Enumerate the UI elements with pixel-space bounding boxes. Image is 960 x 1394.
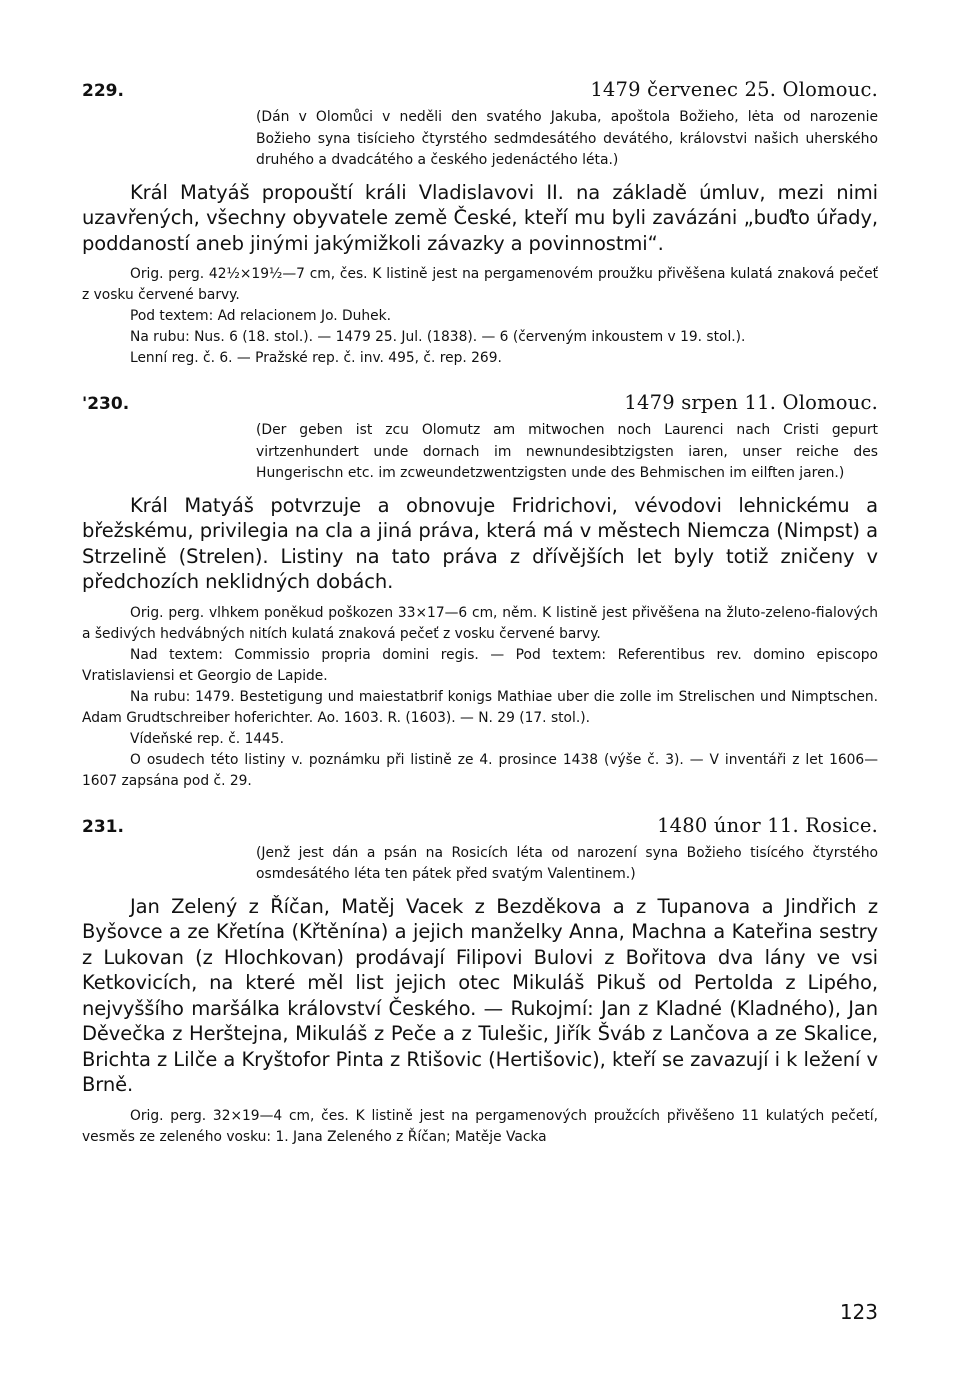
document-page: [82, 78, 878, 1170]
note-paragraph: Orig. perg. 32×19—4 cm, čes. K listině jest na pergamenových proužcích přivěšeno 11 kulatých pečetí, vesměs ze zeleného vosku: 1. Jana Zeleného z Říčan; Matěje Vacka: [82, 1107, 878, 1145]
note-paragraph: Nad textem: Commissio propria domini regis. — Pod textem: Referentibus rev. domino episcopo Vratislaviensi et Georgio de Lapide.: [82, 646, 878, 684]
entry-header: [82, 78, 878, 101]
dating-clause: (Der geben ist zcu Olomutz am mitwochen noch Laurenci nach Cristi gepurt virtzenhundert unde dornach im newnundesibtzigsten iaren, unser reiche des Hungerischn etc. im zcweundetzwentzigsten unde des Behmischen im eilften jaren.): [256, 422, 878, 481]
note-paragraph: Na rubu: Nus. 6 (18. stol.). — 1479 25. Jul. (1838). — 6 (červeným inkoustem v 19. stol.).: [130, 329, 746, 345]
page-number: 123: [839, 1300, 878, 1324]
note-paragraph: Orig. perg. 42½×19½—7 cm, čes. K listině jest na pergamenovém proužku přivěšena kulatá znaková pečeť z vosku červené barvy.: [82, 266, 878, 303]
entry-229: [82, 78, 878, 369]
entry-date-place: 1479 červenec 25. Olomouc.: [590, 78, 878, 101]
entry-230: [82, 391, 878, 792]
note-paragraph: O osudech této listiny v. poznámku při listině ze 4. prosince 1438 (výše č. 3). — V inventáři z let 1606—1607 zapsána pod č. 29.: [82, 751, 878, 789]
entry-header: [82, 391, 878, 414]
note-paragraph: Na rubu: 1479. Bestetigung und maiestatbrif konigs Mathiae uber die zolle im Strelischen und Nimptschen. Adam Grudtschreiber hoferichter. Ao. 1603. R. (1603). — N. 29 (17. stol.).: [82, 688, 878, 726]
note-paragraph: Orig. perg. vlhkem poněkud poškozen 33×17—6 cm, něm. K listině jest přivěšena na žluto-zeleno-fialových a šedivých hedvábných nitích kulatá znaková pečeť z vosku červené barvy.: [82, 604, 878, 642]
entry-date-place: 1479 srpen 11. Olomouc.: [624, 391, 878, 414]
entry-number: '230.: [82, 394, 130, 414]
entry-number: 231.: [82, 816, 124, 837]
note-paragraph: Pod textem: Ad relacionem Jo. Duhek.: [130, 308, 392, 324]
regest-text: Král Matyáš propouští králi Vladislavovi II. na základě úmluv, mezi nimi uzavřených, všechny obyvatele země České, kteří mu byli zavázáni „buďto úřady, poddaností aneb jinými jakýmižkoli závazky a povinnostmi“.: [82, 180, 878, 255]
dating-clause: (Jenž jest dán a psán na Rosicích léta od narození syna Božieho tisícého čtyrstého osmdesátého léta ten pátek před svatým Valentinem.): [256, 844, 878, 882]
entry-number: 229.: [82, 81, 124, 101]
note-paragraph: Lenní reg. č. 6. — Pražské rep. č. inv. 495, č. rep. 269.: [130, 350, 502, 366]
dating-clause: (Dán v Olomůci v neděli den svatého Jakuba, apoštola Božieho, lėta od narozenie Božieho syna tisícieho čtyrstého sedmdesátého devátého, královstvi našich uherského druhého a dvadcátého a českého jedenáctého léta.): [256, 109, 878, 168]
entry-header: [82, 814, 878, 837]
entry-date-place: 1480 únor 11. Rosice.: [657, 813, 878, 837]
regest-text: Jan Zelený z Říčan, Matěj Vacek z Bezděkova a z Tupanova a Jindřich z Byšovce a ze Křetína (Křtěnína) a jejich manželky Anna, Machna a Kateřina sestry z Lukovan (z Hlochkovan) prodávají Filipovi Bulovi z Bořitova dva lány ve vsi Ketkovicích, na které měl list jejich otec Mikuláš Pikuš od Pertolda z Lipého, nejvyššího maršálka království Českého. — Rukojmí: Jan z Kladné (Kladného), Jan Děvečka z Herštejna, Mikuláš z Peče a z Tulešic, Jiřík Šváb z Lančova a ze Skalice, Brichta z Lilče a Kryštofor Pinta z Rtišovic (Hertišovic), kteří se zavazují i k ležení v Brně.: [82, 894, 878, 1096]
regest-text: Král Matyáš potvrzuje a obnovuje Fridrichovi, vévodovi lehnickému a břežskému, privilegia na cla a jiná práva, která má v městech Niemcza (Nimpst) a Strzelině (Strelen). Listiny na tato práva z dřívějších let byly totiž zničeny v předchozích neklidných dobách.: [82, 493, 878, 593]
entry-231: [82, 814, 878, 1148]
note-paragraph: Vídeňské rep. č. 1445.: [130, 730, 285, 747]
